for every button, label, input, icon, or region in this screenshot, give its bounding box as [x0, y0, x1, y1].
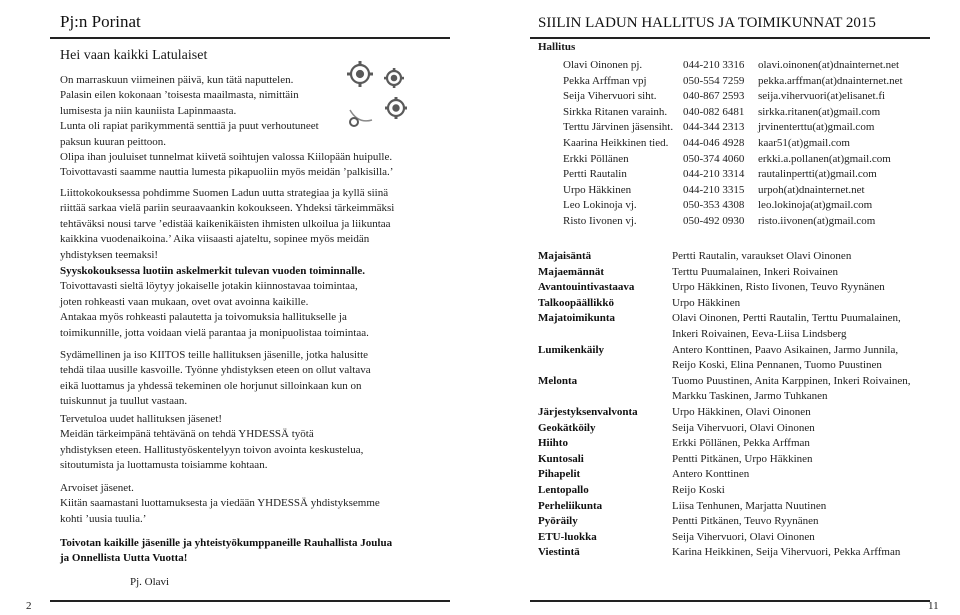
text-line: Toivottavasti sieltä löytyy jokaiselle jotakin kiinnostavaa toimintaa, [60, 280, 358, 293]
board-member-phone: 044-210 3316 [683, 59, 745, 71]
text-line: lumisesta ja niin kauniista Lapinmaasta. [60, 104, 237, 117]
text-line: On marraskuun viimeinen päivä, kun tätä naputtelen. [60, 74, 294, 86]
board-member-name: Pekka Arffman vpj [563, 74, 647, 87]
committee-members: Seija Vihervuori, Olavi Oinonen [672, 530, 815, 543]
board-member-email: urpoh(at)dnainternet.net [758, 183, 865, 196]
committee-members: Erkki Pöllänen, Pekka Arffman [672, 437, 810, 450]
board-member-name: Terttu Järvinen jäsensiht. [563, 121, 674, 134]
board-member-email: olavi.oinonen(at)dnainternet.net [758, 59, 900, 71]
committee-members: Seija Vihervuori, Olavi Oinonen [672, 421, 815, 434]
text-line: toimikunnille, jotta voidaan vielä parantaa ja monipuolistaa toimintaa. [60, 326, 369, 339]
committee-role: Talkoopäällikkö [538, 296, 615, 309]
text-line: kaikkina vuodenaikoina.’ Aika viisaasti ajateltu, sopinee myös meidän [60, 233, 370, 246]
committee-members: Reijo Koski [672, 484, 725, 496]
board-member-phone: 040-867 2593 [683, 90, 745, 103]
committee-role: Perheliikunta [538, 499, 603, 512]
text-line: Arvoiset jäsenet. [60, 482, 134, 494]
text-line: eikä luottamus ja yhdessä tekeminen ole horjunut silloinkaan kun on [60, 379, 362, 392]
committee-members: Inkeri Roivainen, Eeva-Liisa Lindsberg [672, 328, 847, 340]
board-member-email: leo.lokinoja(at)gmail.com [758, 199, 873, 212]
text-line: paksun kuuran peittoon. [60, 135, 167, 148]
board-member-email: seija.vihervuori(at)elisanet.fi [758, 90, 886, 103]
committee-members: Urpo Häkkinen [672, 296, 741, 309]
text-line: Liittokokouksessa pohdimme Suomen Ladun uutta strategiaa ja kyllä siinä [60, 187, 389, 199]
board-member-name: Leo Lokinoja vj. [563, 199, 637, 212]
left-top-rule [50, 37, 450, 39]
committee-role: Järjestyksenvalvonta [538, 406, 638, 418]
text-line: sitoutumista ja luottamusta toisiamme kohtaan. [60, 459, 268, 472]
board-member-email: jrvinenterttu(at)gmail.com [758, 121, 875, 134]
text-line: Toivottavasti saamme nauttia lumesta pikapuoliin myös meidän ’palkisilla.’ [60, 166, 394, 179]
board-member-email: rautalinpertti(at)gmail.com [758, 168, 877, 181]
left-bottom-rule [50, 600, 450, 602]
text-line: Olipa ihan jouluiset tunnelmat kiivetä soihtujen valossa Kiilopään huipulle. [60, 151, 393, 164]
committee-role: Majaisäntä [538, 250, 592, 262]
committee-members: Reijo Koski, Elina Pennanen, Tuomo Puustinen [672, 359, 882, 372]
text-line: yhdistyksen eteen. Hallitustyöskentelyyn toivon avointa keskustelua, [60, 443, 364, 456]
committee-role: Lentopallo [538, 484, 589, 496]
board-member-email: kaar51(at)gmail.com [758, 137, 850, 149]
paragraph-intro [60, 73, 393, 181]
committee-members: Pentti Pitkänen, Teuvo Ryynänen [672, 515, 819, 528]
text-line: yhdistyksen teemaksi! [60, 248, 159, 261]
page-number-right: 11 [928, 600, 939, 612]
committee-role: Pihapelit [538, 468, 581, 481]
paragraph-annual-meeting [60, 264, 369, 341]
committee-role: Kuntosali [538, 452, 584, 465]
committee-role: Geokätköily [538, 421, 596, 434]
committee-role: Majatoimikunta [538, 312, 615, 325]
board-member-phone: 044-210 3315 [683, 183, 745, 196]
committee-members: Pertti Rautalin, varaukset Olavi Oinonen [672, 250, 852, 262]
page-number-left: 2 [26, 600, 32, 612]
committee-role: Viestintä [538, 546, 580, 559]
committee-members: Antero Konttinen, Paavo Asikainen, Jarmo Junnila, [672, 343, 899, 356]
board-member-name: Risto Iivonen vj. [563, 215, 637, 227]
board-member-phone: 050-492 0930 [683, 215, 745, 227]
text-line: tehtäväksi nousi tarve ’edistää kaikenikäisten ihmisten ulkoilua ja liikuntaa [60, 217, 391, 230]
committee-role: Melonta [538, 374, 578, 387]
board-member-phone: 044-344 2313 [683, 121, 745, 134]
board-member-email: risto.iivonen(at)gmail.com [758, 215, 876, 227]
text-line: Palasin eilen kokonaan ’toisesta maailmasta, nimittäin [60, 89, 299, 102]
text-line: tuiskunnut ja tuullut vastaan. [60, 395, 188, 408]
board-member-phone: 040-082 6481 [683, 105, 745, 118]
committee-role: Avantouintivastaava [538, 281, 635, 294]
right-bottom-rule [530, 600, 930, 602]
board-member-phone: 050-353 4308 [683, 199, 745, 212]
committee-members: Urpo Häkkinen, Risto Iivonen, Teuvo Ryynänen [672, 281, 885, 294]
committee-role: Pyöräily [538, 515, 578, 528]
text-line: Tervetuloa uudet hallituksen jäsenet! [60, 413, 223, 425]
right-page-title: SIILIN LADUN HALLITUS JA TOIMIKUNNAT 2015 [538, 15, 876, 31]
text-line: Lunta oli rapiat parikymmentä senttiä ja puut verhoutuneet [60, 120, 319, 133]
board-member-name: Erkki Pöllänen [563, 152, 629, 165]
committee-members: Olavi Oinonen, Pertti Rautalin, Terttu Puumalainen, [672, 312, 901, 325]
board-member-email: sirkka.ritanen(at)gmail.com [758, 105, 881, 118]
board-member-name: Olavi Oinonen pj. [563, 59, 643, 71]
text-line: joten rohkeasti vaan mukaan, ovet ovat avoinna kaikille. [60, 295, 309, 308]
committee-members: Pentti Pitkänen, Urpo Häkkinen [672, 452, 813, 465]
committee-role: Lumikenkäily [538, 343, 605, 356]
greeting-heading: Hei vaan kaikki Latulaiset [60, 48, 208, 63]
left-page-title: Pj:n Porinat [60, 12, 141, 31]
board-member-name: Pertti Rautalin [563, 168, 627, 181]
signature: Pj. Olavi [130, 576, 170, 588]
paragraph-strategy [60, 186, 394, 263]
committee-members: Terttu Puumalainen, Inkeri Roivainen [672, 265, 839, 278]
paragraph-welcome [60, 412, 363, 474]
committee-role: Majaemännät [538, 265, 604, 278]
committee-members: Tuomo Puustinen, Anita Karppinen, Inkeri Roivainen, [672, 374, 911, 387]
committee-role: ETU-luokka [538, 530, 597, 543]
board-member-phone: 050-374 4060 [683, 152, 745, 165]
committee-members: Urpo Häkkinen, Olavi Oinonen [672, 406, 811, 418]
board-member-email: pekka.arffman(at)dnainternet.net [758, 74, 903, 87]
paragraph-thanks-board [60, 348, 371, 410]
text-line: Toivotan kaikille jäsenille ja yhteistyökumppaneille Rauhallista Joulua [60, 537, 393, 549]
right-top-rule [530, 37, 930, 39]
board-member-name: Kaarina Heikkinen tied. [563, 137, 669, 149]
committee-members: Markku Taskinen, Jarmo Tuhkanen [672, 390, 828, 403]
text-line: Meidän tärkeimpänä tehtävänä on tehdä YHDESSÄ työtä [60, 428, 314, 441]
board-member-phone: 050-554 7259 [683, 74, 745, 87]
committee-members: Karina Heikkinen, Seija Vihervuori, Pekka Arffman [672, 546, 901, 559]
committee-members: Antero Konttinen [672, 468, 750, 481]
board-member-email: erkki.a.pollanen(at)gmail.com [758, 152, 891, 165]
text-line: Antakaa myös rohkeasti palautetta ja toivomuksia hallitukselle ja [60, 311, 347, 324]
board-member-name: Urpo Häkkinen [563, 183, 632, 196]
text-line: riittää sarkaa vielä pariin seuraavaankin kokoukseen. Yhdeksi tärkeimmäksi [60, 202, 395, 215]
text-line: tehdä tilaa uusille kasvoille. Työnne yhdistyksen eteen on ollut valtava [60, 364, 371, 377]
committee-role: Hiihto [538, 437, 568, 450]
bold-line: Syyskokouksessa luotiin askelmerkit tulevan vuoden toiminnalle. [60, 265, 366, 277]
text-line: Kiitän saamastani luottamuksesta ja viedään YHDESSÄ yhdistyksemme [60, 497, 380, 510]
board-member-phone: 044-046 4928 [683, 137, 745, 149]
text-line: Sydämellinen ja iso KIITOS teille hallituksen jäsenille, jotka halusitte [60, 349, 369, 361]
board-member-phone: 044-210 3314 [683, 168, 745, 181]
board-member-name: Seija Vihervuori siht. [563, 90, 657, 103]
text-line: kohti ’uusia tuulia.’ [60, 512, 147, 525]
board-member-name: Sirkka Ritanen varainh. [563, 105, 668, 118]
board-heading: Hallitus [538, 41, 576, 53]
paragraph-holiday-wishes [60, 536, 392, 567]
text-line: ja Onnellista Uutta Vuotta! [60, 552, 188, 565]
committee-members: Liisa Tenhunen, Marjatta Nuutinen [672, 499, 827, 512]
paragraph-members [60, 481, 380, 527]
